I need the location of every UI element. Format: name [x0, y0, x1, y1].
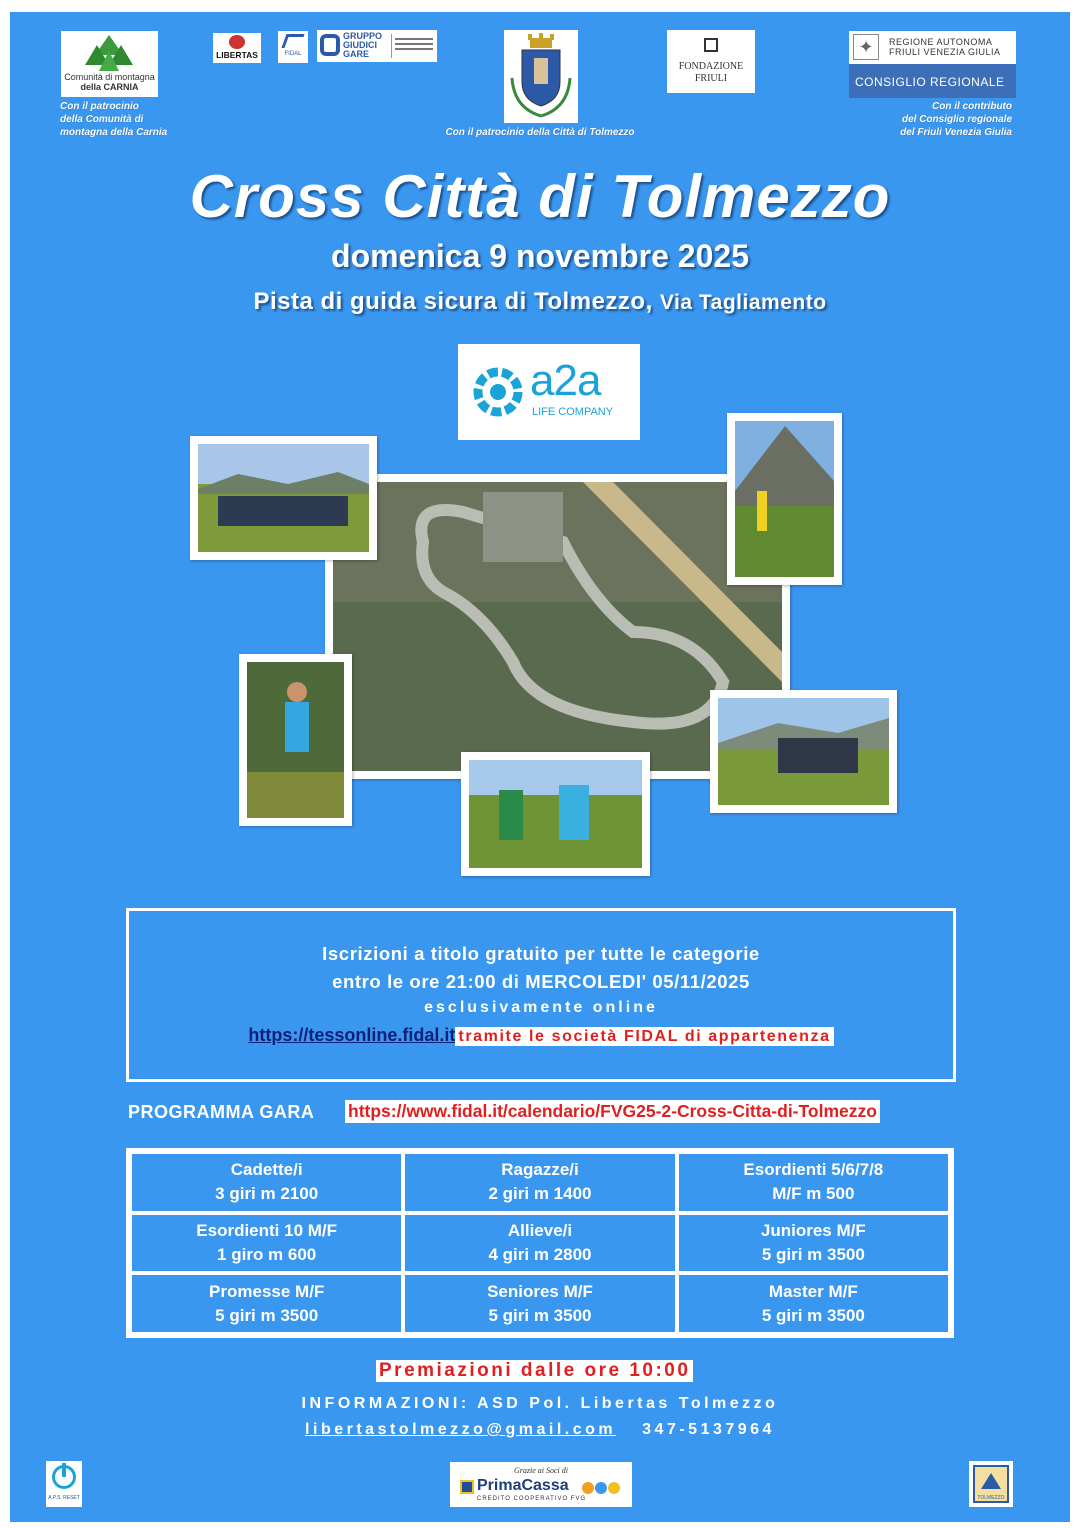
registration-box — [126, 908, 956, 1082]
regione-fvg-logo — [849, 31, 1016, 98]
category-detail: 4 giri m 2800 — [488, 1244, 592, 1264]
tolmezzo-coat-of-arms — [504, 30, 578, 123]
program-link[interactable]: https://www.fidal.it/calendario/FVG25-2-Cross-Citta-di-Tolmezzo — [345, 1100, 880, 1123]
a2a-ring-icon — [470, 364, 526, 420]
event-poster — [10, 12, 1070, 1522]
category-name: Esordienti 10 M/F — [196, 1220, 338, 1240]
note-right-line3: del Friuli Venezia Giulia — [900, 127, 1012, 138]
note-right-line1: Con il contributo — [932, 101, 1012, 112]
category-detail: M/F m 500 — [772, 1184, 855, 1204]
awards-time: Premiazioni dalle ore 10:00 — [376, 1360, 693, 1382]
a2a-name: a2a — [530, 356, 601, 405]
bank-dots-icon — [582, 1482, 594, 1494]
category-detail: 3 giri m 2100 — [215, 1184, 319, 1204]
info-organizer: INFORMAZIONI: ASD Pol. Libertas Tolmezzo — [301, 1395, 779, 1412]
aps-label: A.P.S. RESET — [48, 1495, 80, 1501]
contribution-note-right — [850, 100, 1012, 139]
regione-line2: FRIULI VENEZIA GIULIA — [889, 47, 1001, 57]
category-cell — [405, 1154, 674, 1211]
kids-runners-image — [469, 760, 642, 868]
category-detail: 2 giri m 1400 — [488, 1184, 592, 1204]
fondazione-line2: FRIULI — [694, 73, 728, 84]
category-cell — [405, 1275, 674, 1332]
registration-link-suffix: tramite le società FIDAL di appartenenza — [455, 1027, 833, 1046]
category-name: Cadette/i — [230, 1160, 303, 1180]
contact-email[interactable]: libertastolmezzo@gmail.com — [305, 1421, 617, 1438]
fondazione-friuli-logo — [667, 30, 755, 93]
libertas-logo-text: LIBERTAS — [216, 50, 258, 60]
category-cell — [679, 1154, 948, 1211]
tolmezzo-logo-text: TOLMEZZO — [977, 1495, 1005, 1501]
event-title: Cross Città di Tolmezzo — [189, 163, 891, 230]
ggg-fine-print-icon — [395, 38, 433, 40]
venue-name: Pista di guida sicura di Tolmezzo, — [253, 288, 653, 315]
note-left-line2: della Comunità di — [60, 114, 144, 125]
lineup-image — [198, 444, 369, 552]
registration-link-row — [129, 1025, 953, 1046]
tolmezzo-mountain-icon — [981, 1473, 1001, 1489]
category-name: Master M/F — [768, 1281, 858, 1301]
category-detail: 5 giri m 3500 — [488, 1305, 592, 1325]
category-cell — [679, 1275, 948, 1332]
a2a-sponsor-logo — [458, 344, 640, 440]
regione-line3: CONSIGLIO REGIONALE — [855, 75, 1005, 89]
bank-thanks: Grazie ai Soci di — [514, 1466, 568, 1475]
registration-line1: Iscrizioni a titolo gratuito per tutte le categorie — [322, 943, 760, 964]
category-detail: 5 giri m 3500 — [761, 1305, 865, 1325]
category-detail: 5 giri m 3500 — [215, 1305, 319, 1325]
categories-table — [126, 1148, 954, 1338]
tree-icon — [61, 31, 158, 75]
category-name: Esordienti 5/6/7/8 — [743, 1160, 884, 1180]
primacassa-logo — [450, 1462, 632, 1507]
category-name: Promesse M/F — [209, 1281, 325, 1301]
mountain-runner-photo — [727, 413, 842, 585]
category-cell — [132, 1215, 401, 1272]
girl-runner-photo — [239, 654, 352, 826]
a2a-tagline: LIFE COMPANY — [532, 406, 614, 418]
regione-line1: REGIONE AUTONOMA — [889, 37, 993, 47]
category-cell — [132, 1154, 401, 1211]
venue-street: Via Tagliamento — [659, 291, 827, 314]
eagle-icon: ✦ — [853, 34, 879, 60]
category-detail: 1 giro m 600 — [217, 1244, 317, 1264]
ggg-line2: GIUDICI — [343, 40, 378, 50]
patronage-note-center: Con il patrocinio della Città di Tolmezzo — [445, 127, 635, 138]
ggg-logo — [317, 30, 437, 62]
carnia-logo — [61, 31, 158, 97]
contact-row — [10, 1421, 1070, 1439]
runners-lineup-photo — [190, 436, 377, 560]
category-name: Ragazze/i — [501, 1160, 579, 1180]
ggg-line3: GARE — [343, 49, 370, 59]
tessonline-link[interactable]: https://tessonline.fidal.it — [248, 1025, 456, 1045]
bank-name: PrimaCassa — [477, 1477, 569, 1494]
bank-square-icon — [460, 1480, 474, 1494]
note-left-line1: Con il patrocinio — [60, 101, 139, 112]
category-name: Allieve/i — [507, 1220, 573, 1240]
registration-line2: entro le ore 21:00 di MERCOLEDI' 05/11/2025 — [332, 971, 750, 992]
registration-line3: esclusivamente online — [424, 999, 658, 1016]
event-date: domenica 9 novembre 2025 — [331, 238, 749, 274]
runners-group-photo — [710, 690, 897, 813]
mountain-runner-image — [735, 421, 834, 577]
fidal-logo — [278, 31, 308, 63]
note-left-line3: montagna della Carnia — [60, 127, 168, 138]
ggg-divider — [391, 34, 392, 58]
fidal-emblem-icon — [281, 34, 304, 48]
aps-reset-logo — [46, 1461, 82, 1507]
event-venue — [10, 288, 1070, 316]
libertas-emblem-icon — [229, 35, 245, 49]
girl-runner-image — [247, 662, 344, 818]
category-detail: 5 giri m 3500 — [761, 1244, 865, 1264]
note-right-line2: del Consiglio regionale — [901, 114, 1012, 125]
bank-sub: CREDITO COOPERATIVO FVG — [477, 1496, 587, 1502]
program-label: PROGRAMMA GARA — [128, 1102, 315, 1122]
patronage-note-left — [60, 100, 220, 139]
tolmezzo-logo — [969, 1461, 1013, 1507]
category-cell — [405, 1215, 674, 1272]
libertas-logo — [213, 33, 261, 63]
category-cell — [679, 1215, 948, 1272]
carnia-logo-line2: della CARNIA — [80, 82, 139, 92]
kids-runners-photo — [461, 752, 650, 876]
carnia-logo-line1: Comunità di montagna — [64, 72, 155, 82]
coat-of-arms-icon — [504, 30, 578, 123]
category-cell — [132, 1275, 401, 1332]
fidal-logo-text: FIDAL — [284, 51, 302, 57]
contact-phone: 347-5137964 — [642, 1421, 775, 1438]
ggg-emblem-icon — [320, 34, 340, 56]
fondazione-emblem-icon — [704, 38, 718, 52]
ggg-line1: GRUPPO — [343, 31, 383, 41]
runners-group-image — [718, 698, 889, 805]
power-bar — [62, 1463, 66, 1477]
category-name: Juniores M/F — [760, 1220, 866, 1240]
category-name: Seniores M/F — [487, 1281, 593, 1301]
fondazione-line1: FONDAZIONE — [678, 61, 744, 72]
